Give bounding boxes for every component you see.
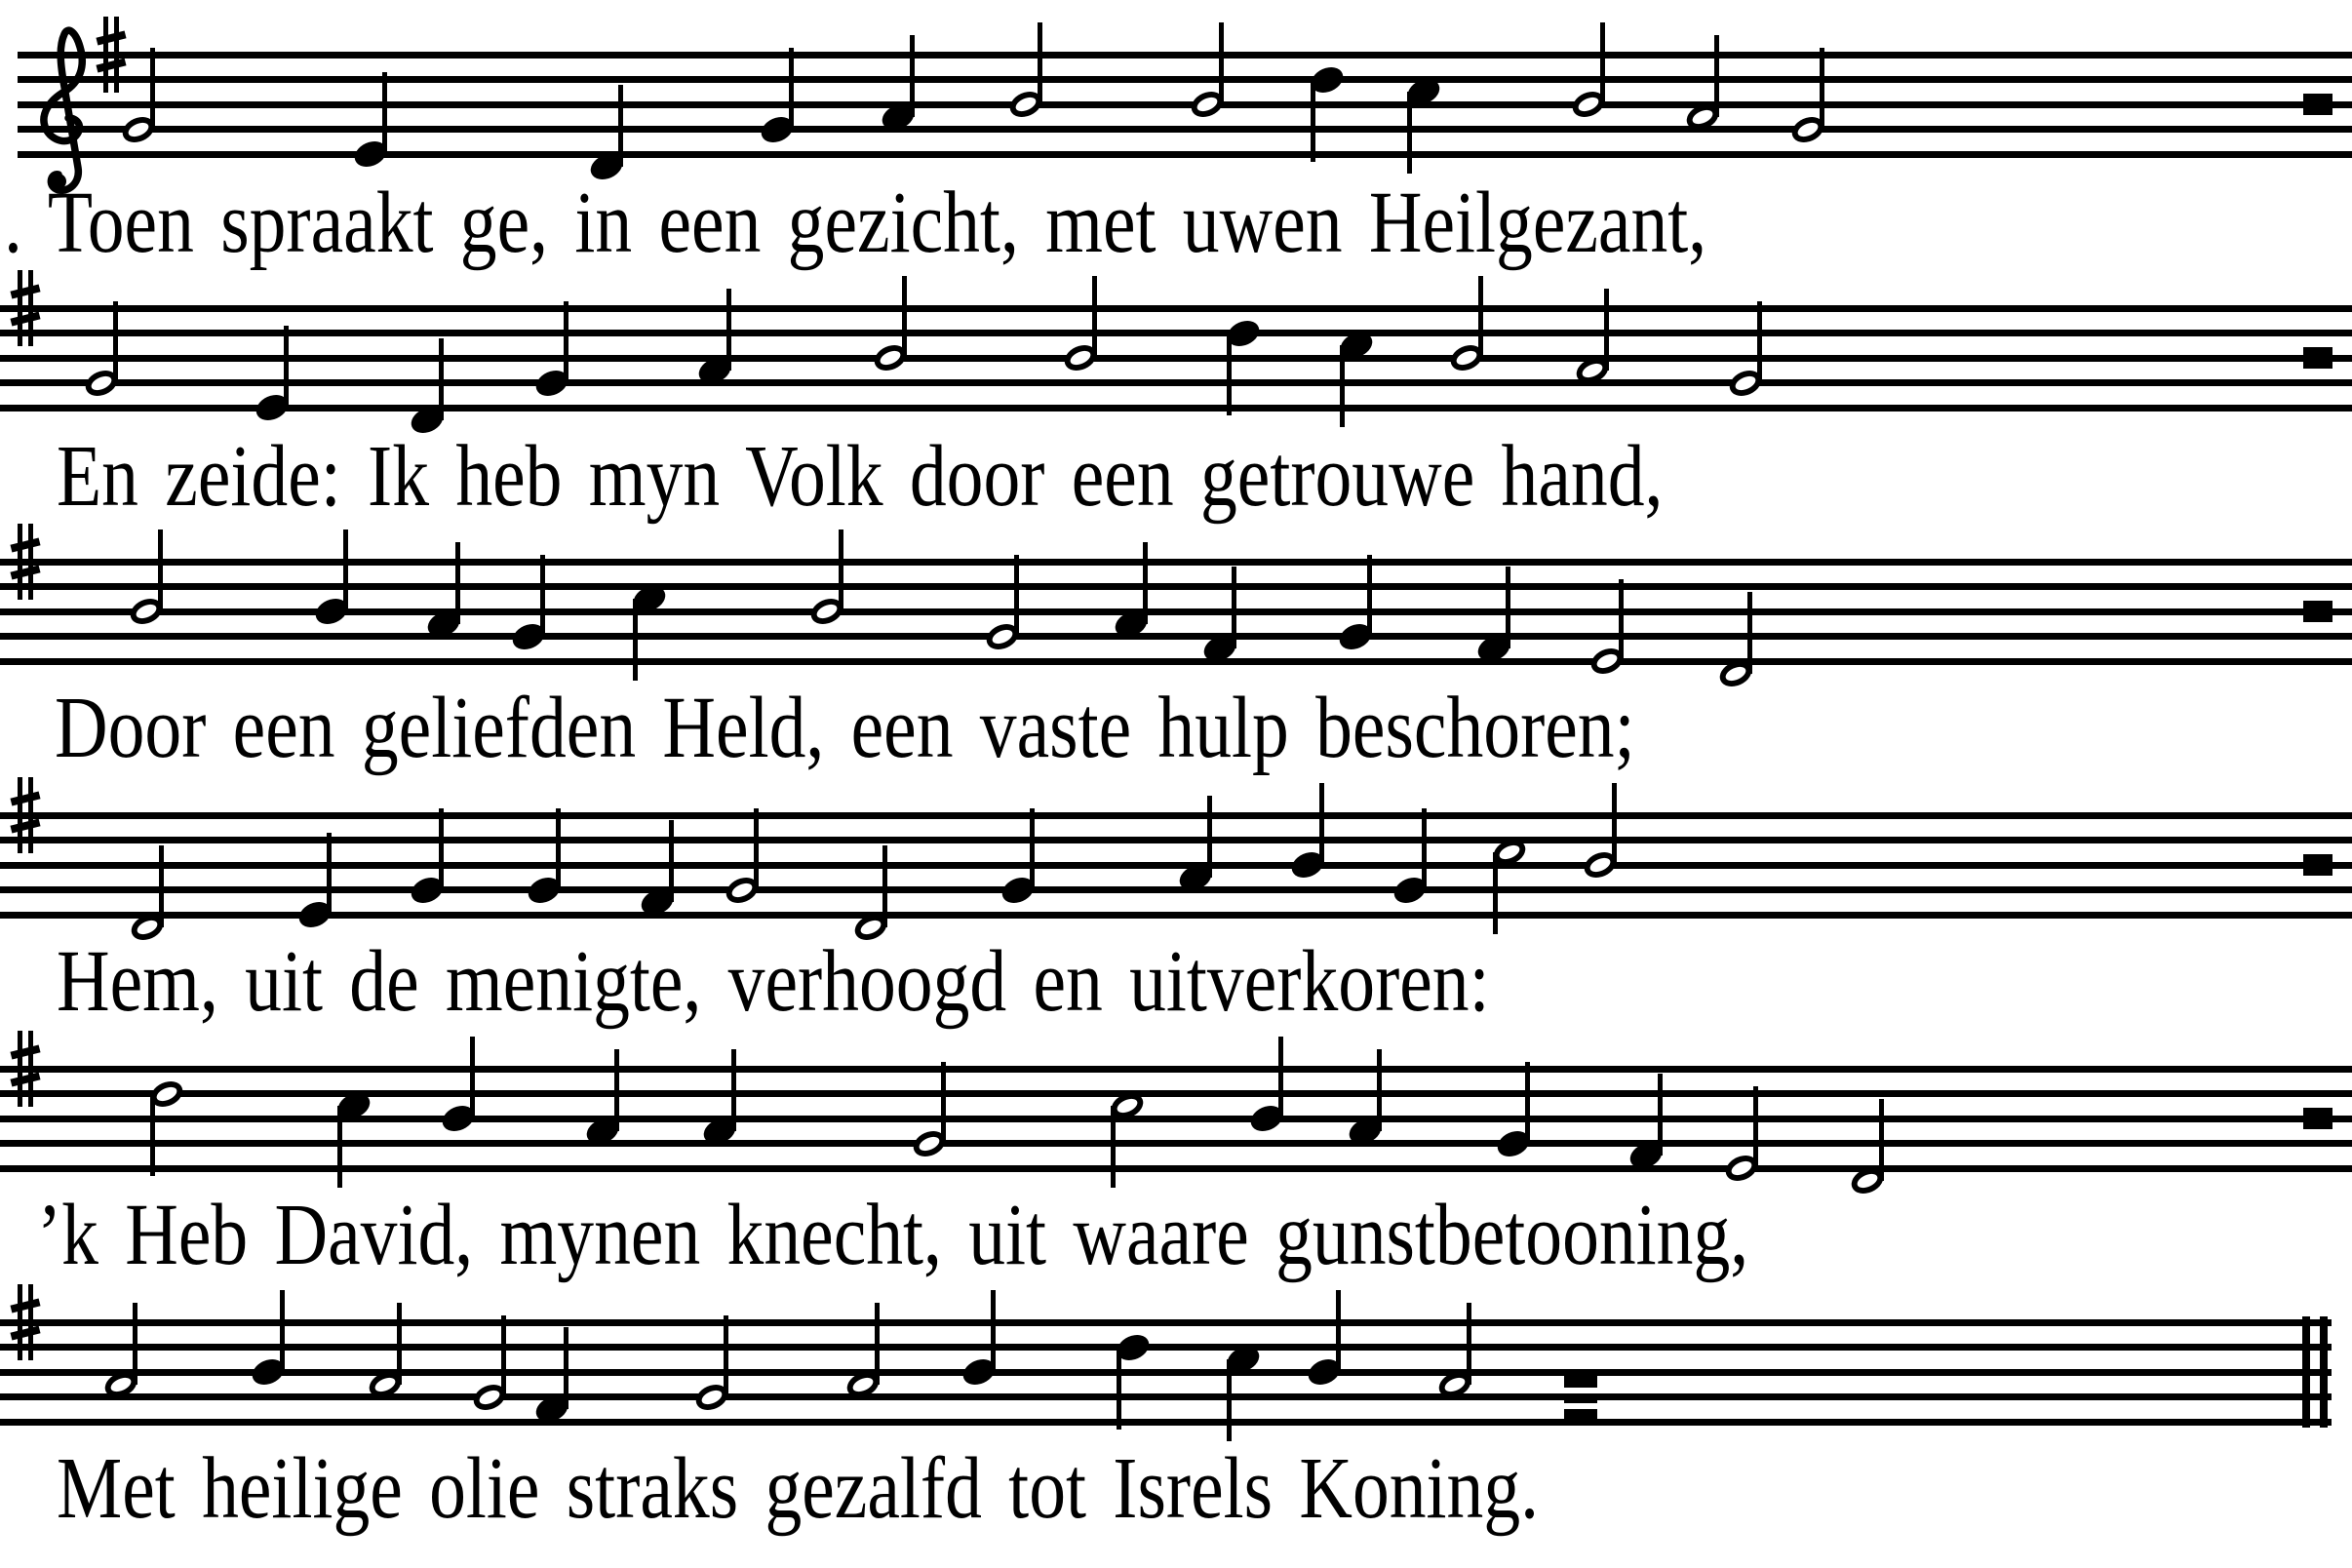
sharp-bar xyxy=(10,284,40,298)
note-stem xyxy=(1407,92,1412,174)
staff-line xyxy=(0,1369,2332,1376)
sharp-icon xyxy=(12,777,39,853)
note-stem xyxy=(902,276,907,358)
note-stem xyxy=(1143,542,1148,624)
sharp-icon xyxy=(12,270,39,346)
sharp-bar xyxy=(114,17,119,93)
note-stem xyxy=(1219,22,1224,104)
staff-end-block xyxy=(2303,94,2332,115)
note-stem xyxy=(1227,333,1232,415)
note-stem xyxy=(1879,1099,1884,1181)
staff-line xyxy=(0,633,2352,640)
note-stem xyxy=(159,845,164,927)
sharp-bar xyxy=(10,1072,40,1086)
sharp-bar xyxy=(10,1325,40,1340)
sharp-bar xyxy=(10,311,40,326)
sharp-bar xyxy=(10,791,40,805)
final-breve-note xyxy=(1564,1375,1597,1421)
note-stem xyxy=(1014,555,1019,637)
note-stem xyxy=(327,833,332,915)
staff-line xyxy=(0,559,2352,566)
note-stem xyxy=(1493,852,1498,934)
note-stem xyxy=(1506,567,1510,648)
sharp-bar xyxy=(18,1284,22,1360)
note-stem xyxy=(564,1327,568,1409)
note-stem xyxy=(1525,1062,1530,1144)
note-stem xyxy=(337,1106,342,1188)
note-stem xyxy=(1422,808,1427,890)
note-stem xyxy=(1232,567,1236,648)
note-stem xyxy=(343,529,348,611)
note-stem xyxy=(382,72,387,154)
sharp-bar xyxy=(28,1284,33,1360)
note-stem xyxy=(991,1290,996,1372)
sharp-bar xyxy=(10,565,40,579)
note-stem xyxy=(1319,783,1324,865)
sharp-bar xyxy=(10,1298,40,1313)
note-stem xyxy=(1336,1290,1341,1372)
note-stem xyxy=(1747,592,1752,674)
note-stem xyxy=(1604,289,1609,371)
note-stem xyxy=(1658,1074,1663,1156)
note-stem xyxy=(731,1049,736,1131)
note-stem xyxy=(1092,276,1097,358)
staff-line xyxy=(18,101,2352,108)
note-stem xyxy=(540,555,545,637)
staff-line xyxy=(18,126,2352,133)
note-stem xyxy=(1227,1359,1232,1441)
note-stem xyxy=(1111,1106,1116,1188)
staff-line xyxy=(18,76,2352,83)
sharp-bar xyxy=(96,30,126,45)
note-stem xyxy=(1478,276,1483,358)
sharp-bar xyxy=(103,17,108,93)
staff-line xyxy=(0,1393,2332,1400)
note-stem xyxy=(614,1049,619,1131)
note-stem xyxy=(397,1303,402,1385)
staff-line xyxy=(0,330,2352,336)
sharp-bar xyxy=(28,524,33,600)
note-stem xyxy=(1207,796,1212,878)
note-stem xyxy=(455,542,460,624)
staff-line xyxy=(0,886,2352,893)
staff-line xyxy=(0,1140,2352,1147)
note-stem xyxy=(1367,555,1372,637)
staff-line xyxy=(0,405,2352,412)
note-stem xyxy=(839,529,843,611)
note-stem xyxy=(439,338,444,420)
note-stem xyxy=(910,35,915,117)
sharp-bar xyxy=(18,1031,22,1107)
lyric-line-6: Met heilige olie straks gezalfd tot Isrels Koning. xyxy=(57,1440,1540,1537)
note-stem xyxy=(789,48,794,130)
note-stem xyxy=(1820,48,1824,130)
staff-line xyxy=(0,1165,2352,1172)
lyric-line-2: En zeide: Ik heb myn Volk door een getrouwe hand, xyxy=(57,428,1664,525)
note-stem xyxy=(150,48,155,130)
note-stem xyxy=(1278,1037,1283,1118)
staff-line xyxy=(0,355,2352,362)
note-stem xyxy=(564,301,568,383)
note-stem xyxy=(556,808,561,890)
breve-stripe xyxy=(1564,1403,1597,1409)
staff-line xyxy=(0,1319,2332,1326)
lyric-line-1: . Toen spraakt ge, in een gezicht, met uwen Heilgezant, xyxy=(4,175,1707,271)
sharp-bar xyxy=(18,270,22,346)
staff-line xyxy=(0,1066,2352,1073)
note-stem xyxy=(1753,1086,1758,1168)
note-stem xyxy=(439,808,444,890)
staff-line xyxy=(18,52,2352,59)
staff-line xyxy=(0,658,2352,665)
note-stem xyxy=(1340,345,1345,427)
sharp-bar xyxy=(10,537,40,552)
staff-end-block xyxy=(2303,1108,2332,1129)
note-stem xyxy=(669,820,674,902)
sharp-bar xyxy=(18,524,22,600)
note-stem xyxy=(754,808,759,890)
note-stem xyxy=(941,1062,946,1144)
note-stem xyxy=(1467,1303,1471,1385)
staff-end-block xyxy=(2303,854,2332,876)
note-stem xyxy=(1600,22,1605,104)
sharp-bar xyxy=(10,1044,40,1059)
sharp-bar xyxy=(18,777,22,853)
sharp-icon xyxy=(98,17,125,93)
sharp-bar xyxy=(28,1031,33,1107)
note-stem xyxy=(113,301,118,383)
staff-line xyxy=(0,1419,2332,1426)
note-stem xyxy=(1619,579,1624,661)
sharp-bar xyxy=(28,777,33,853)
sharp-bar xyxy=(28,270,33,346)
note-stem xyxy=(470,1037,475,1118)
note-stem xyxy=(1038,22,1042,104)
double-barline xyxy=(2302,1316,2310,1428)
staff-end-block xyxy=(2303,601,2332,622)
staff-end-block xyxy=(2303,347,2332,369)
staff-line xyxy=(0,379,2352,386)
note-stem xyxy=(1612,783,1617,865)
staff-line xyxy=(0,1344,2332,1351)
staff-line xyxy=(0,583,2352,590)
note-stem xyxy=(1030,808,1035,890)
note-stem xyxy=(882,845,887,927)
double-barline xyxy=(2320,1316,2328,1428)
note-stem xyxy=(726,289,731,371)
staff-line xyxy=(0,837,2352,843)
staff-line xyxy=(0,305,2352,312)
note-stem xyxy=(1377,1049,1382,1131)
lyric-line-5: ’k Heb David, mynen knecht, uit waare gunstbetooning, xyxy=(37,1187,1749,1283)
note-stem xyxy=(1311,80,1315,162)
note-stem xyxy=(1757,301,1762,383)
note-stem xyxy=(724,1315,728,1397)
sharp-bar xyxy=(96,58,126,72)
note-stem xyxy=(633,599,638,681)
sharp-bar xyxy=(10,818,40,833)
note-stem xyxy=(133,1303,137,1385)
staff-line xyxy=(0,862,2352,869)
note-stem xyxy=(158,529,163,611)
note-stem xyxy=(1714,35,1719,117)
sharp-icon xyxy=(12,1284,39,1360)
staff-line xyxy=(0,912,2352,919)
sharp-icon xyxy=(12,524,39,600)
note-stem xyxy=(280,1290,285,1372)
note-stem xyxy=(1117,1348,1121,1430)
sharp-icon xyxy=(12,1031,39,1107)
note-stem xyxy=(501,1315,506,1397)
note-stem xyxy=(284,326,289,408)
lyric-line-4: Hem, uit de menigte, verhoogd en uitverkoren: xyxy=(57,933,1490,1030)
note-stem xyxy=(618,85,623,167)
lyric-line-3: Door een geliefden Held, een vaste hulp beschoren; xyxy=(55,680,1635,776)
staff-line xyxy=(0,812,2352,819)
breve-stripe xyxy=(1564,1388,1597,1393)
staff-line xyxy=(0,608,2352,615)
note-stem xyxy=(150,1094,155,1176)
note-stem xyxy=(875,1303,880,1385)
